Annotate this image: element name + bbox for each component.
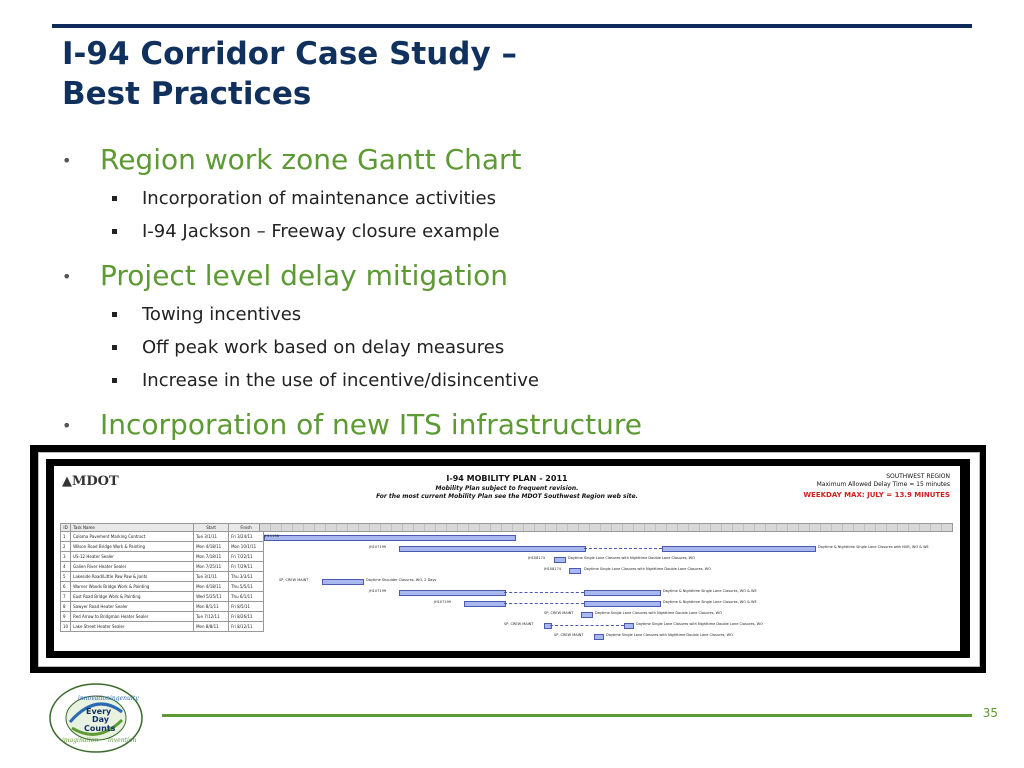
- table-cell: Wilson Road Bridge Work & Painting: [71, 542, 194, 552]
- table-cell: 2: [61, 542, 71, 552]
- table-cell: East Road Bridge Work & Painting: [71, 592, 194, 602]
- gantt-bar: [581, 612, 593, 618]
- table-row: [61, 612, 264, 622]
- gantt-bar: [594, 634, 604, 640]
- gantt-bar-label: Daytime Single Lane Closures with Nighttime Double Lane Closures, WO: [568, 556, 695, 560]
- gantt-bar: [662, 546, 816, 552]
- table-cell: 9: [61, 612, 71, 622]
- gantt-bar-label: Daytime Single Lane Closures with Nighttime Double Lane Closures, WO: [606, 633, 733, 637]
- gantt-subtitle-1: Mobility Plan subject to frequent revision.: [435, 485, 579, 492]
- table-cell: Tue 3/1/11: [194, 572, 229, 582]
- table-cell: Tue 7/12/11: [194, 612, 229, 622]
- table-cell: Warner Woods Bridge Work & Painting: [71, 582, 194, 592]
- table-row: [61, 582, 264, 592]
- col-header: ID: [61, 524, 71, 532]
- gantt-gap: [504, 592, 584, 593]
- sub-bullet-text: Towing incentives: [142, 304, 302, 325]
- gantt-bar-label: Daytime Single Lane Closures with Nighttime Double Lane Closures, WO: [595, 611, 722, 615]
- table-row: [61, 552, 264, 562]
- table-cell: Mon 7/25/11: [194, 562, 229, 572]
- table-cell: Fri 7/29/11: [229, 562, 264, 572]
- svg-text:Every: Every: [86, 707, 112, 716]
- sub-bullet-1-1: [62, 182, 992, 215]
- table-cell: Fri 8/12/11: [229, 622, 264, 632]
- gantt-task-table: [60, 523, 264, 632]
- sub-bullet-2-3: [62, 364, 992, 397]
- table-cell: 5: [61, 572, 71, 582]
- table-cell: Lakeside Road/Little Paw Paw & Jonts: [71, 572, 194, 582]
- gantt-bar: [322, 579, 364, 585]
- slide-title: [62, 34, 962, 114]
- table-cell: Thu 3/3/11: [229, 572, 264, 582]
- col-header: Task Name: [71, 524, 194, 532]
- bullet-3: [62, 403, 992, 447]
- page-number: 35: [982, 706, 998, 720]
- gantt-bar-label: SP, CREW MAINT: [279, 578, 309, 582]
- sub-bullet-2-1: [62, 298, 992, 331]
- table-cell: Mon 8/8/11: [194, 622, 229, 632]
- table-cell: Coloma Pavement Marking Contract: [71, 532, 194, 542]
- gantt-bar-label: JH108174: [544, 567, 562, 571]
- table-row: [61, 572, 264, 582]
- bullet-list: [62, 138, 992, 447]
- bullet-3-text: Incorporation of new ITS infrastructure: [100, 408, 642, 441]
- gantt-bar-label: Daytime Shoulder Closures, WO, 2 Days: [366, 578, 437, 582]
- table-cell: Thu 6/1/11: [229, 592, 264, 602]
- gantt-bar-label: Daytime Single Lane Closures with Nighttime Double Lane Closures, WO: [584, 567, 711, 571]
- title-line-2: Best Practices: [62, 76, 312, 112]
- bullet-1: [62, 138, 992, 182]
- table-cell: 3: [61, 552, 71, 562]
- table-cell: Mon 10/1/11: [229, 542, 264, 552]
- bullet-2: [62, 254, 992, 298]
- table-cell: Mon 4/18/11: [194, 582, 229, 592]
- gantt-bar-label: Daytime Single Lane Closures with Nighttime Double Lane Closures, WO: [636, 622, 763, 626]
- gantt-bar-label: JH107199: [434, 600, 452, 604]
- table-row: [61, 602, 264, 612]
- mdot-logo: ▲MDOT: [62, 474, 119, 489]
- bullet-1-text: Region work zone Gantt Chart: [100, 143, 522, 176]
- gantt-bar-label: Daytime & Nighttime Single Lane Closures, WO & WE: [663, 600, 757, 604]
- svg-text:innovation: innovation: [78, 695, 111, 702]
- gantt-bar-label: SP, CREW MAINT: [554, 633, 584, 637]
- gantt-image-frame: [30, 445, 986, 673]
- gantt-bar-label: SP, CREW MAINT: [544, 611, 574, 615]
- table-cell: Fri 8/5/11: [229, 602, 264, 612]
- gantt-bar: [584, 601, 661, 607]
- gantt-bar: [264, 535, 516, 541]
- table-cell: 1: [61, 532, 71, 542]
- sub-bullet-text: I-94 Jackson – Freeway closure example: [142, 221, 500, 242]
- table-cell: Mon 4/18/11: [194, 542, 229, 552]
- table-cell: Red Arrow to Bridgman Heater Sealer: [71, 612, 194, 622]
- gantt-bar: [569, 568, 581, 574]
- gantt-timeline-header: [259, 523, 953, 532]
- svg-text:Day: Day: [92, 715, 110, 724]
- sub-bullet-2-2: [62, 331, 992, 364]
- bullet-dot: •: [62, 415, 72, 435]
- gantt-bar: [584, 590, 661, 596]
- table-cell: Fri 7/22/11: [229, 552, 264, 562]
- bullet-2-text: Project level delay mitigation: [100, 259, 508, 292]
- table-cell: 6: [61, 582, 71, 592]
- gantt-bar-label: JH108174: [528, 556, 546, 560]
- table-cell: Sawyer Road Heater Sealer: [71, 602, 194, 612]
- region-label: SOUTHWEST REGION: [886, 473, 950, 480]
- bottom-rule: [162, 714, 972, 717]
- svg-text:invention: invention: [108, 737, 137, 744]
- top-rule: [52, 24, 972, 28]
- table-cell: US-12 Heater Sealer: [71, 552, 194, 562]
- table-cell: 4: [61, 562, 71, 572]
- gantt-chart-sheet: [54, 466, 960, 651]
- sub-bullet-text: Incorporation of maintenance activities: [142, 188, 496, 209]
- gantt-bar: [624, 623, 634, 629]
- table-row: [61, 532, 264, 542]
- sub-bullet-text: Increase in the use of incentive/disincentive: [142, 370, 539, 391]
- bullet-dot: •: [62, 150, 72, 170]
- gantt-bar: [544, 623, 552, 629]
- svg-text:ingenuity: ingenuity: [110, 695, 139, 702]
- gantt-bar-label: SP, CREW MAINT: [504, 622, 534, 626]
- gantt-bar-label: JH11138: [264, 534, 279, 538]
- weekday-max: WEEKDAY MAX: JULY = 13.9 MINUTES: [803, 491, 950, 499]
- gantt-bar-label: JH107199: [369, 545, 387, 549]
- sub-bullet-1-2: [62, 215, 992, 248]
- table-cell: Mon 8/1/11: [194, 602, 229, 612]
- gantt-subtitle-2: For the most current Mobility Plan see the MDOT Southwest Region web site.: [376, 493, 638, 500]
- table-cell: Tue 3/1/11: [194, 532, 229, 542]
- gantt-bar-label: JH107199: [369, 589, 387, 593]
- table-cell: Lake Street Heater Sealer: [71, 622, 194, 632]
- table-row: [61, 622, 264, 632]
- table-row: [61, 542, 264, 552]
- gantt-bar: [554, 557, 566, 563]
- table-cell: Fri 8/26/11: [229, 612, 264, 622]
- gantt-bar: [399, 546, 586, 552]
- gantt-bar: [399, 590, 506, 596]
- table-cell: 10: [61, 622, 71, 632]
- table-cell: Wed 5/25/11: [194, 592, 229, 602]
- gantt-bar: [464, 601, 506, 607]
- table-row: [61, 592, 264, 602]
- gantt-gap: [584, 548, 662, 549]
- col-header: Start: [194, 524, 229, 532]
- table-cell: Galien River Heater Sealer: [71, 562, 194, 572]
- table-cell: 7: [61, 592, 71, 602]
- table-row: [61, 562, 264, 572]
- gantt-gap: [504, 603, 584, 604]
- delay-note: Maximum Allowed Delay Time = 15 minutes: [816, 481, 950, 488]
- table-cell: Thu 5/5/11: [229, 582, 264, 592]
- every-day-counts-logo: [48, 682, 144, 754]
- sub-bullet-text: Off peak work based on delay measures: [142, 337, 505, 358]
- bullet-dot: •: [62, 266, 72, 286]
- table-cell: Mon 7/18/11: [194, 552, 229, 562]
- title-line-1: I-94 Corridor Case Study –: [62, 36, 517, 72]
- table-cell: Fri 3/24/11: [229, 532, 264, 542]
- gantt-bar-label: Daytime & Nighttime Single Lane Closures, WO & WE: [663, 589, 757, 593]
- svg-text:Counts: Counts: [84, 724, 116, 733]
- gantt-bar-label: Daytime & Nighttime Single Lane Closures with NVR, WO & WE: [818, 545, 929, 549]
- gantt-gap: [550, 625, 624, 626]
- gantt-title: I-94 MOBILITY PLAN - 2011: [446, 474, 568, 483]
- col-header: Finish: [229, 524, 264, 532]
- svg-text:imagination: imagination: [62, 737, 99, 744]
- table-cell: 8: [61, 602, 71, 612]
